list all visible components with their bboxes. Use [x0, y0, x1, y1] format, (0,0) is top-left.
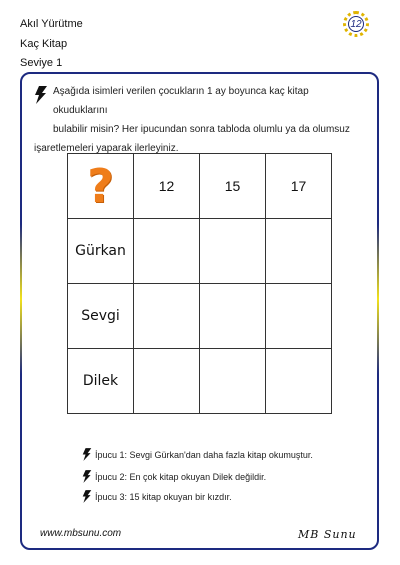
question-mark-icon [68, 154, 134, 219]
instructions-line-1: Aşağıda isimleri verilen çocukların 1 ay boyunca kaç kitap okuduklarını [53, 86, 309, 116]
row-label: Sevgi [68, 284, 134, 349]
clue-item [82, 448, 313, 461]
grid-cell[interactable] [200, 219, 266, 284]
column-header: 12 [134, 154, 200, 219]
column-header: 15 [200, 154, 266, 219]
row-label: Dilek [68, 349, 134, 414]
page-number: 12 [348, 16, 364, 32]
page-title: Kaç Kitap [20, 38, 68, 50]
grid-cell[interactable] [134, 219, 200, 284]
lightning-icon [82, 470, 92, 483]
grid-cell[interactable] [200, 349, 266, 414]
corner-symbol: ? [87, 159, 114, 213]
clue-item [82, 490, 232, 503]
grid-cell[interactable] [134, 284, 200, 349]
logic-grid [67, 153, 332, 414]
grid-cell[interactable] [200, 284, 266, 349]
instructions-line-3: işaretlemeleri yaparak ilerleyiniz. [34, 143, 179, 154]
grid-row [68, 284, 332, 349]
grid-cell[interactable] [266, 284, 332, 349]
category-label: Akıl Yürütme [20, 18, 83, 30]
brand-logo: MB Sunu [298, 528, 357, 541]
row-label: Gürkan [68, 219, 134, 284]
lightning-icon [82, 448, 92, 461]
grid-header-row [68, 154, 332, 219]
instructions [34, 82, 365, 158]
website-link[interactable]: www.mbsunu.com [40, 528, 122, 539]
clue-text: İpucu 1: Sevgi Gürkan'dan daha fazla kitap okumuştur. [95, 449, 313, 460]
clue-text: İpucu 2: En çok kitap okuyan Dilek değildir. [95, 471, 267, 482]
grid-row [68, 219, 332, 284]
grid-cell[interactable] [134, 349, 200, 414]
level-label: Seviye 1 [20, 57, 63, 69]
clue-item [82, 470, 266, 483]
grid-cell[interactable] [266, 349, 332, 414]
column-header: 17 [266, 154, 332, 219]
grid-cell[interactable] [266, 219, 332, 284]
lightning-icon [34, 86, 48, 104]
instructions-line-2: bulabilir misin? Her ipucundan sonra tabloda olumlu ya da olumsuz [53, 124, 350, 135]
clue-text: İpucu 3: 15 kitap okuyan bir kızdır. [95, 491, 232, 502]
lightning-icon [82, 490, 92, 503]
page-number-badge [343, 11, 369, 37]
grid-row [68, 349, 332, 414]
